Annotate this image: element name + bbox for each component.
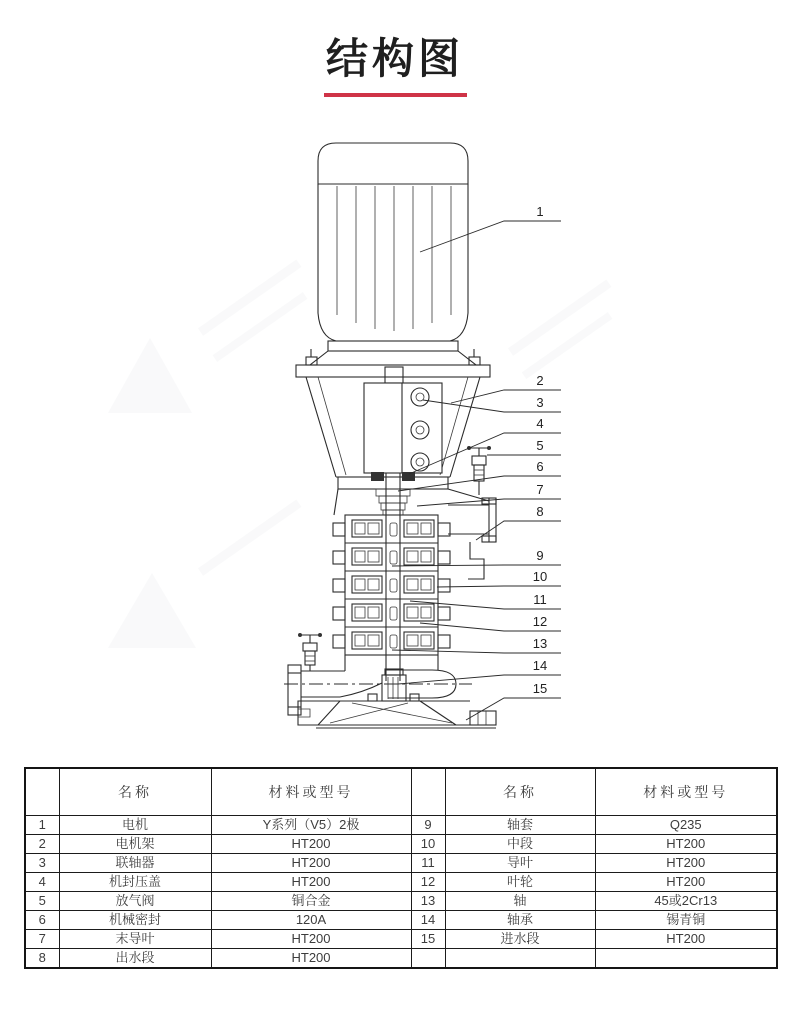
discharge-flange	[448, 498, 496, 579]
cell-material: Y系列（V5）2极	[211, 816, 411, 835]
parts-table	[24, 767, 778, 969]
callout-numbers	[533, 204, 547, 696]
cell-name: 出水段	[59, 949, 211, 969]
callout-9: 9	[536, 548, 544, 563]
cell-no: 11	[411, 854, 445, 873]
cell-name: 进水段	[445, 930, 595, 949]
cell-name: 机械密封	[59, 911, 211, 930]
callout-15: 15	[532, 681, 548, 696]
mechanical-seal	[376, 489, 410, 515]
callout-5: 5	[536, 438, 544, 453]
suction-section	[284, 633, 472, 715]
cell-name: 电机	[59, 816, 211, 835]
cell-name: 中段	[445, 835, 595, 854]
callout-6: 6	[536, 459, 544, 474]
cell-name: 联轴器	[59, 854, 211, 873]
cell-name: 轴套	[445, 816, 595, 835]
table-row	[25, 930, 777, 949]
stage	[333, 604, 450, 621]
cell-material: 45或2Cr13	[595, 892, 777, 911]
cell-no: 5	[25, 892, 59, 911]
callout-14: 14	[532, 658, 548, 673]
stage	[333, 548, 450, 565]
table-row	[25, 816, 777, 835]
motor-fins	[337, 186, 451, 331]
callout-10: 10	[532, 569, 548, 584]
cell-name: 导叶	[445, 854, 595, 873]
cell-name: 轴承	[445, 911, 595, 930]
table-row	[25, 949, 777, 969]
cell-material: HT200	[211, 854, 411, 873]
cell-no: 4	[25, 873, 59, 892]
cell-no: 7	[25, 930, 59, 949]
header-no-left	[25, 768, 59, 816]
callout-13: 13	[532, 636, 548, 651]
stage	[333, 576, 450, 593]
cell-name: 末导叶	[59, 930, 211, 949]
air-valve-right	[467, 446, 491, 495]
stage	[333, 520, 450, 537]
cell-no: 14	[411, 911, 445, 930]
header-material-left: 材料或型号	[211, 768, 411, 816]
page-title: 结构图	[325, 35, 464, 82]
cell-material	[595, 949, 777, 969]
cell-material: 铜合金	[211, 892, 411, 911]
cell-name: 机封压盖	[59, 873, 211, 892]
cell-no: 3	[25, 854, 59, 873]
title-block	[0, 0, 790, 97]
header-no-right	[411, 768, 445, 816]
cell-material: HT200	[211, 930, 411, 949]
cell-material: HT200	[595, 854, 777, 873]
cell-no: 10	[411, 835, 445, 854]
cell-no: 6	[25, 911, 59, 930]
header-name-left: 名称	[59, 768, 211, 816]
table-header-row	[25, 768, 777, 816]
stage	[333, 632, 450, 649]
air-valve-left	[298, 633, 322, 671]
motor	[318, 143, 468, 351]
callout-1: 1	[536, 204, 544, 219]
cell-name: 轴	[445, 892, 595, 911]
pump-base	[298, 694, 496, 728]
table-row	[25, 854, 777, 873]
cell-material: HT200	[595, 835, 777, 854]
callout-8: 8	[536, 504, 544, 519]
callout-2: 2	[536, 373, 544, 388]
coupling	[364, 367, 442, 473]
cell-material: HT200	[211, 949, 411, 969]
callout-3: 3	[536, 395, 544, 410]
cell-material: HT200	[211, 873, 411, 892]
table-row	[25, 911, 777, 930]
pump-structure-diagram	[0, 97, 790, 757]
table-row	[25, 873, 777, 892]
cell-no: 9	[411, 816, 445, 835]
header-material-right: 材料或型号	[595, 768, 777, 816]
callout-11: 11	[533, 592, 547, 607]
cell-no: 8	[25, 949, 59, 969]
cell-material: 120A	[211, 911, 411, 930]
table-row	[25, 892, 777, 911]
cell-name	[445, 949, 595, 969]
callout-7: 7	[536, 482, 544, 497]
cell-no: 1	[25, 816, 59, 835]
cell-no: 15	[411, 930, 445, 949]
cell-no: 13	[411, 892, 445, 911]
cell-name: 叶轮	[445, 873, 595, 892]
suction-flange	[288, 665, 301, 715]
cell-no: 12	[411, 873, 445, 892]
callout-4: 4	[536, 416, 544, 431]
cell-material: HT200	[595, 930, 777, 949]
cell-no	[411, 949, 445, 969]
cell-no: 2	[25, 835, 59, 854]
cell-material: HT200	[595, 873, 777, 892]
header-name-right: 名称	[445, 768, 595, 816]
cell-material: HT200	[211, 835, 411, 854]
table-row	[25, 835, 777, 854]
cell-name: 电机架	[59, 835, 211, 854]
cell-material: Q235	[595, 816, 777, 835]
cell-name: 放气阀	[59, 892, 211, 911]
cell-material: 锡青铜	[595, 911, 777, 930]
callout-12: 12	[532, 614, 548, 629]
